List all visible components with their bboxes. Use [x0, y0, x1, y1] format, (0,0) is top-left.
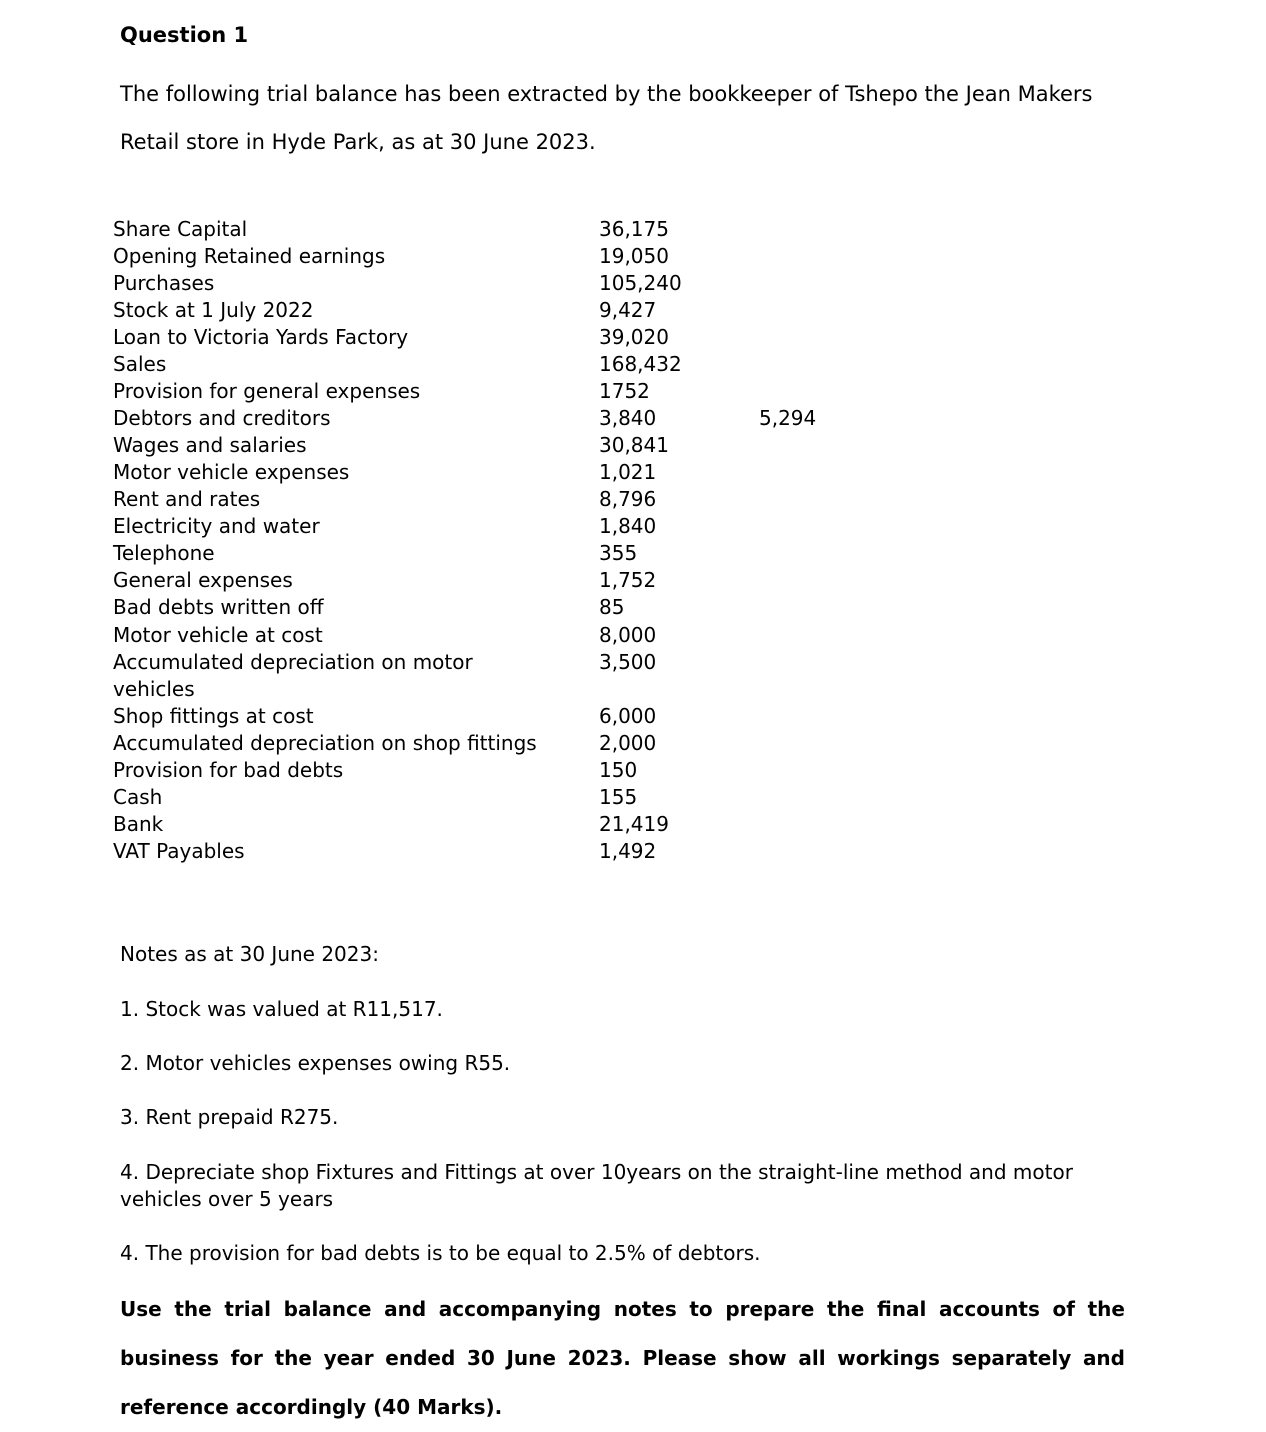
note-3: 3. Rent prepaid R275. [120, 1105, 339, 1129]
tb-row-opening-stock [113, 297, 873, 324]
tb-row-purchases [113, 270, 873, 297]
tb-label: Loan to Victoria Yards Factory [113, 325, 409, 349]
tb-debit: 3,500 [599, 650, 657, 674]
tb-row-cash [113, 784, 873, 811]
tb-row-acc-dep-shop [113, 730, 873, 757]
tb-label: Accumulated depreciation on motor vehicles [113, 650, 473, 701]
tb-debit: 2,000 [599, 731, 657, 755]
tb-row-share-capital [113, 216, 873, 243]
tb-label: General expenses [113, 568, 293, 592]
tb-label: Share Capital [113, 217, 248, 241]
tb-label: Wages and salaries [113, 433, 307, 457]
notes-title: Notes as at 30 June 2023: [120, 942, 379, 966]
tb-debit: 3,840 [599, 406, 657, 430]
tb-label: Provision for bad debts [113, 758, 344, 782]
tb-debit: 1,752 [599, 568, 657, 592]
tb-label: Cash [113, 785, 163, 809]
tb-row-wages-salaries [113, 432, 873, 459]
tb-label: Provision for general expenses [113, 379, 421, 403]
tb-debit: 21,419 [599, 812, 669, 836]
tb-label: Sales [113, 352, 167, 376]
question-heading: Question 1 [120, 23, 249, 47]
tb-debit: 1,840 [599, 514, 657, 538]
tb-label: Telephone [113, 541, 215, 565]
tb-debit: 150 [599, 758, 638, 782]
tb-debit: 39,020 [599, 325, 669, 349]
tb-label: Motor vehicle at cost [113, 623, 323, 647]
tb-label: Bank [113, 812, 164, 836]
tb-row-rent-rates [113, 486, 873, 513]
trial-balance [113, 216, 873, 865]
tb-label: Stock at 1 July 2022 [113, 298, 314, 322]
tb-row-loan [113, 324, 873, 351]
tb-debit: 1,492 [599, 839, 657, 863]
tb-row-acc-dep-motor [113, 649, 873, 703]
tb-debit: 1752 [599, 379, 650, 403]
tb-debit: 155 [599, 785, 638, 809]
tb-row-opening-retained-earnings [113, 243, 873, 270]
tb-debit: 19,050 [599, 244, 669, 268]
tb-label: Rent and rates [113, 487, 261, 511]
tb-debit: 355 [599, 541, 638, 565]
tb-debit: 105,240 [599, 271, 682, 295]
tb-label: Electricity and water [113, 514, 320, 538]
tb-debit: 85 [599, 595, 625, 619]
note-2: 2. Motor vehicles expenses owing R55. [120, 1051, 511, 1075]
tb-row-sales [113, 351, 873, 378]
tb-label: Bad debts written off [113, 595, 324, 619]
note-5: 4. The provision for bad debts is to be equal to 2.5% of debtors. [120, 1241, 761, 1265]
tb-label: Debtors and creditors [113, 406, 331, 430]
tb-row-telephone [113, 540, 873, 567]
tb-label: Shop fittings at cost [113, 704, 314, 728]
tb-row-provision-bad-debts [113, 757, 873, 784]
tb-debit: 36,175 [599, 217, 669, 241]
tb-row-bad-debts [113, 594, 873, 621]
tb-label: Purchases [113, 271, 215, 295]
tb-row-motor-vehicle-expenses [113, 459, 873, 486]
tb-debit: 1,021 [599, 460, 657, 484]
tb-debit: 6,000 [599, 704, 657, 728]
tb-row-provision-general-expenses [113, 378, 873, 405]
tb-row-bank [113, 811, 873, 838]
tb-label: Opening Retained earnings [113, 244, 386, 268]
tb-debit: 8,000 [599, 623, 657, 647]
tb-row-vat-payables [113, 838, 873, 865]
tb-debit: 168,432 [599, 352, 682, 376]
tb-credit: 5,294 [759, 406, 817, 430]
note-1: 1. Stock was valued at R11,517. [120, 997, 443, 1021]
tb-row-debtors-creditors [113, 405, 873, 432]
tb-row-general-expenses [113, 567, 873, 594]
question-intro: The following trial balance has been extracted by the bookkeeper of Tshepo the Jean Makers Retail store in Hyde Park, as at 30 June 2023. [120, 82, 1093, 154]
tb-debit: 9,427 [599, 298, 657, 322]
tb-label: Accumulated depreciation on shop fittings [113, 731, 537, 755]
note-4: 4. Depreciate shop Fixtures and Fittings at over 10years on the straight-line method and motor vehicles over 5 years [120, 1160, 1073, 1211]
tb-row-shop-fittings-cost [113, 703, 873, 730]
tb-label: Motor vehicle expenses [113, 460, 350, 484]
tb-row-motor-vehicle-cost [113, 622, 873, 649]
tb-label: VAT Payables [113, 839, 245, 863]
instruction: Use the trial balance and accompanying notes to prepare the final accounts of the business for the year ended 30 June 2023. Please show all workings separately and reference accordingly (40 Marks). [120, 1297, 1125, 1419]
tb-debit: 30,841 [599, 433, 669, 457]
tb-row-electricity-water [113, 513, 873, 540]
tb-debit: 8,796 [599, 487, 657, 511]
